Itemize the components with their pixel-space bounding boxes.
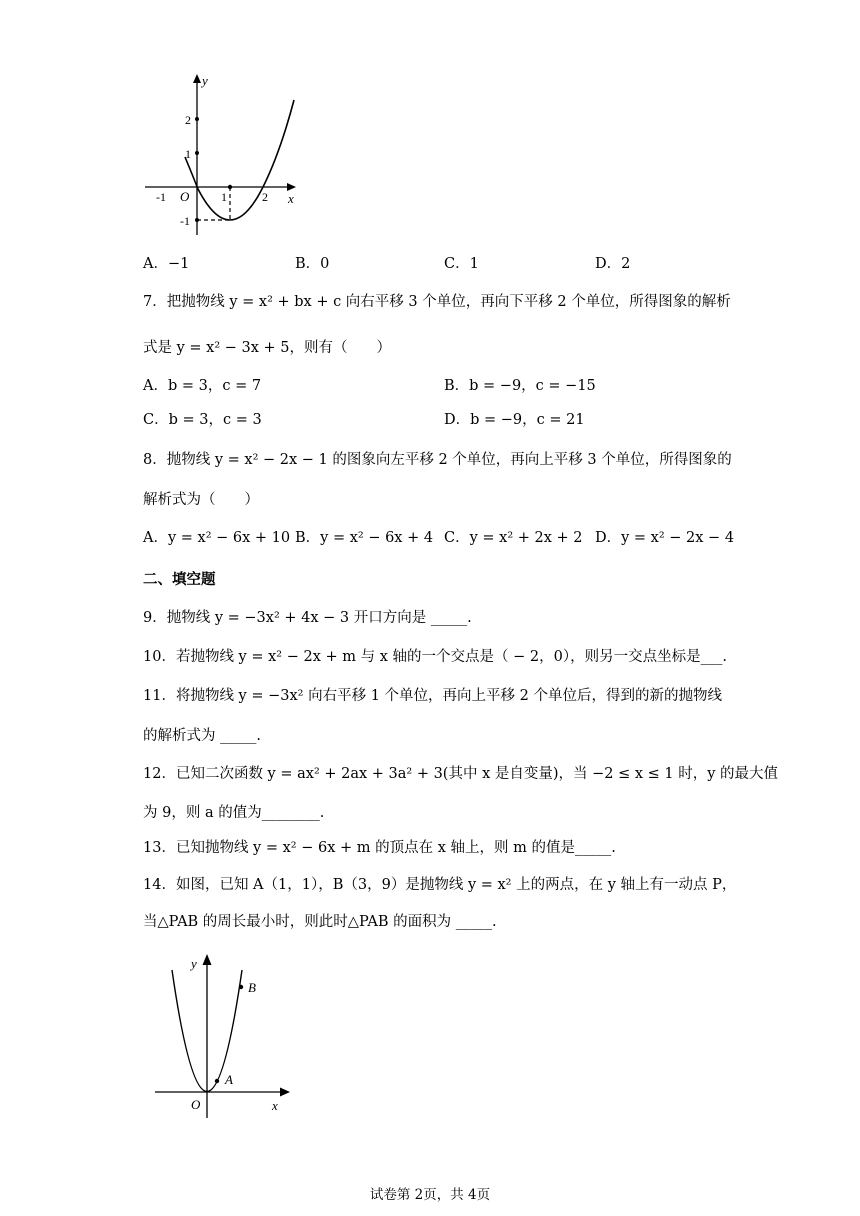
q7-stem-line-1: 7．把抛物线 y = x² + bx + c 向右平移 3 个单位，再向下平移 2 个单位，所得图象的解析 (143, 294, 731, 310)
q12-stem-line-1: 12．已知二次函数 y = ax² + 2ax + 3a² + 3(其中 x 是自变量)，当 −2 ≤ x ≤ 1 时，y 的最大值 (143, 766, 779, 782)
point-a (215, 1079, 219, 1083)
q13-stem: 13．已知抛物线 y = x² − 6x + m 的顶点在 x 轴上，则 m 的值是_____. (143, 840, 616, 856)
section-heading: 二、填空题 (143, 572, 216, 588)
x-axis-label: x (272, 1098, 278, 1113)
tick-label: -1 (156, 190, 166, 204)
q7-option-a: A．b = 3，c = 7 (143, 378, 262, 394)
y-axis-label: y (191, 956, 197, 971)
parabola-curve (185, 100, 294, 220)
tick-label: 2 (262, 190, 268, 204)
q11-stem-line-1: 11．将抛物线 y = −3x² 向右平移 1 个单位，再向上平移 2 个单位后，得到的新的抛物线 (143, 688, 722, 704)
tick-label: 2 (185, 113, 191, 127)
q6-option-c: C．1 (444, 256, 479, 272)
q11-stem-line-2: 的解析式为 _____. (143, 728, 261, 744)
y-axis-label: y (202, 73, 208, 88)
q8-option-a: A．y = x² − 6x + 10 (143, 530, 291, 546)
y-axis-arrow (203, 954, 212, 965)
x-axis-arrow (280, 1088, 290, 1097)
x-axis-arrow (287, 183, 296, 191)
q6-option-d: D．2 (595, 256, 631, 272)
q6-option-a: A．−1 (143, 256, 190, 272)
point-b (239, 985, 243, 989)
tick-label: 1 (185, 147, 191, 161)
point-b-label: B (248, 980, 256, 995)
tick-label: -1 (180, 214, 190, 228)
point-a-label: A (225, 1072, 233, 1087)
page-footer: 试卷第 2页，共 4页 (369, 1187, 491, 1203)
q8-stem-line-2: 解析式为（ ） (143, 492, 259, 508)
origin-label: O (191, 1097, 201, 1112)
q8-stem-line-1: 8．抛物线 y = x² − 2x − 1 的图象向左平移 2 个单位，再向上平移 3 个单位，所得图象的 (143, 452, 732, 468)
x-axis-label: x (288, 191, 294, 206)
q14-stem-line-1: 14．如图，已知 A（1，1），B（3，9）是抛物线 y = x² 上的两点，在 y 轴上有一动点 P， (143, 877, 737, 893)
q6-option-b: B．0 (295, 256, 330, 272)
q7-option-b: B．b = −9，c = −15 (444, 378, 596, 394)
origin-label: O (180, 189, 190, 204)
q10-stem: 10．若抛物线 y = x² − 2x + m 与 x 轴的一个交点是（ − 2，0），则另一交点坐标是___. (143, 649, 727, 665)
q8-option-b: B．y = x² − 6x + 4 (295, 530, 434, 546)
parabola-figure-2 (150, 950, 300, 1125)
tick-label: 1 (221, 190, 227, 204)
q7-stem-line-2: 式是 y = x² − 3x + 5，则有（ ） (143, 340, 392, 356)
q7-option-d: D．b = −9，c = 21 (444, 412, 585, 428)
q9-stem: 9．抛物线 y = −3x² + 4x − 3 开口方向是 _____. (143, 610, 472, 626)
q8-option-c: C．y = x² + 2x + 2 (444, 530, 583, 546)
q8-option-d: D．y = x² − 2x − 4 (595, 530, 735, 546)
q12-stem-line-2: 为 9，则 a 的值为________. (143, 805, 325, 821)
y-axis-arrow (193, 74, 201, 83)
parabola-figure-1 (140, 70, 310, 242)
q7-option-c: C．b = 3，c = 3 (143, 412, 262, 428)
q14-stem-line-2: 当△PAB 的周长最小时，则此时△PAB 的面积为 _____. (143, 914, 497, 930)
